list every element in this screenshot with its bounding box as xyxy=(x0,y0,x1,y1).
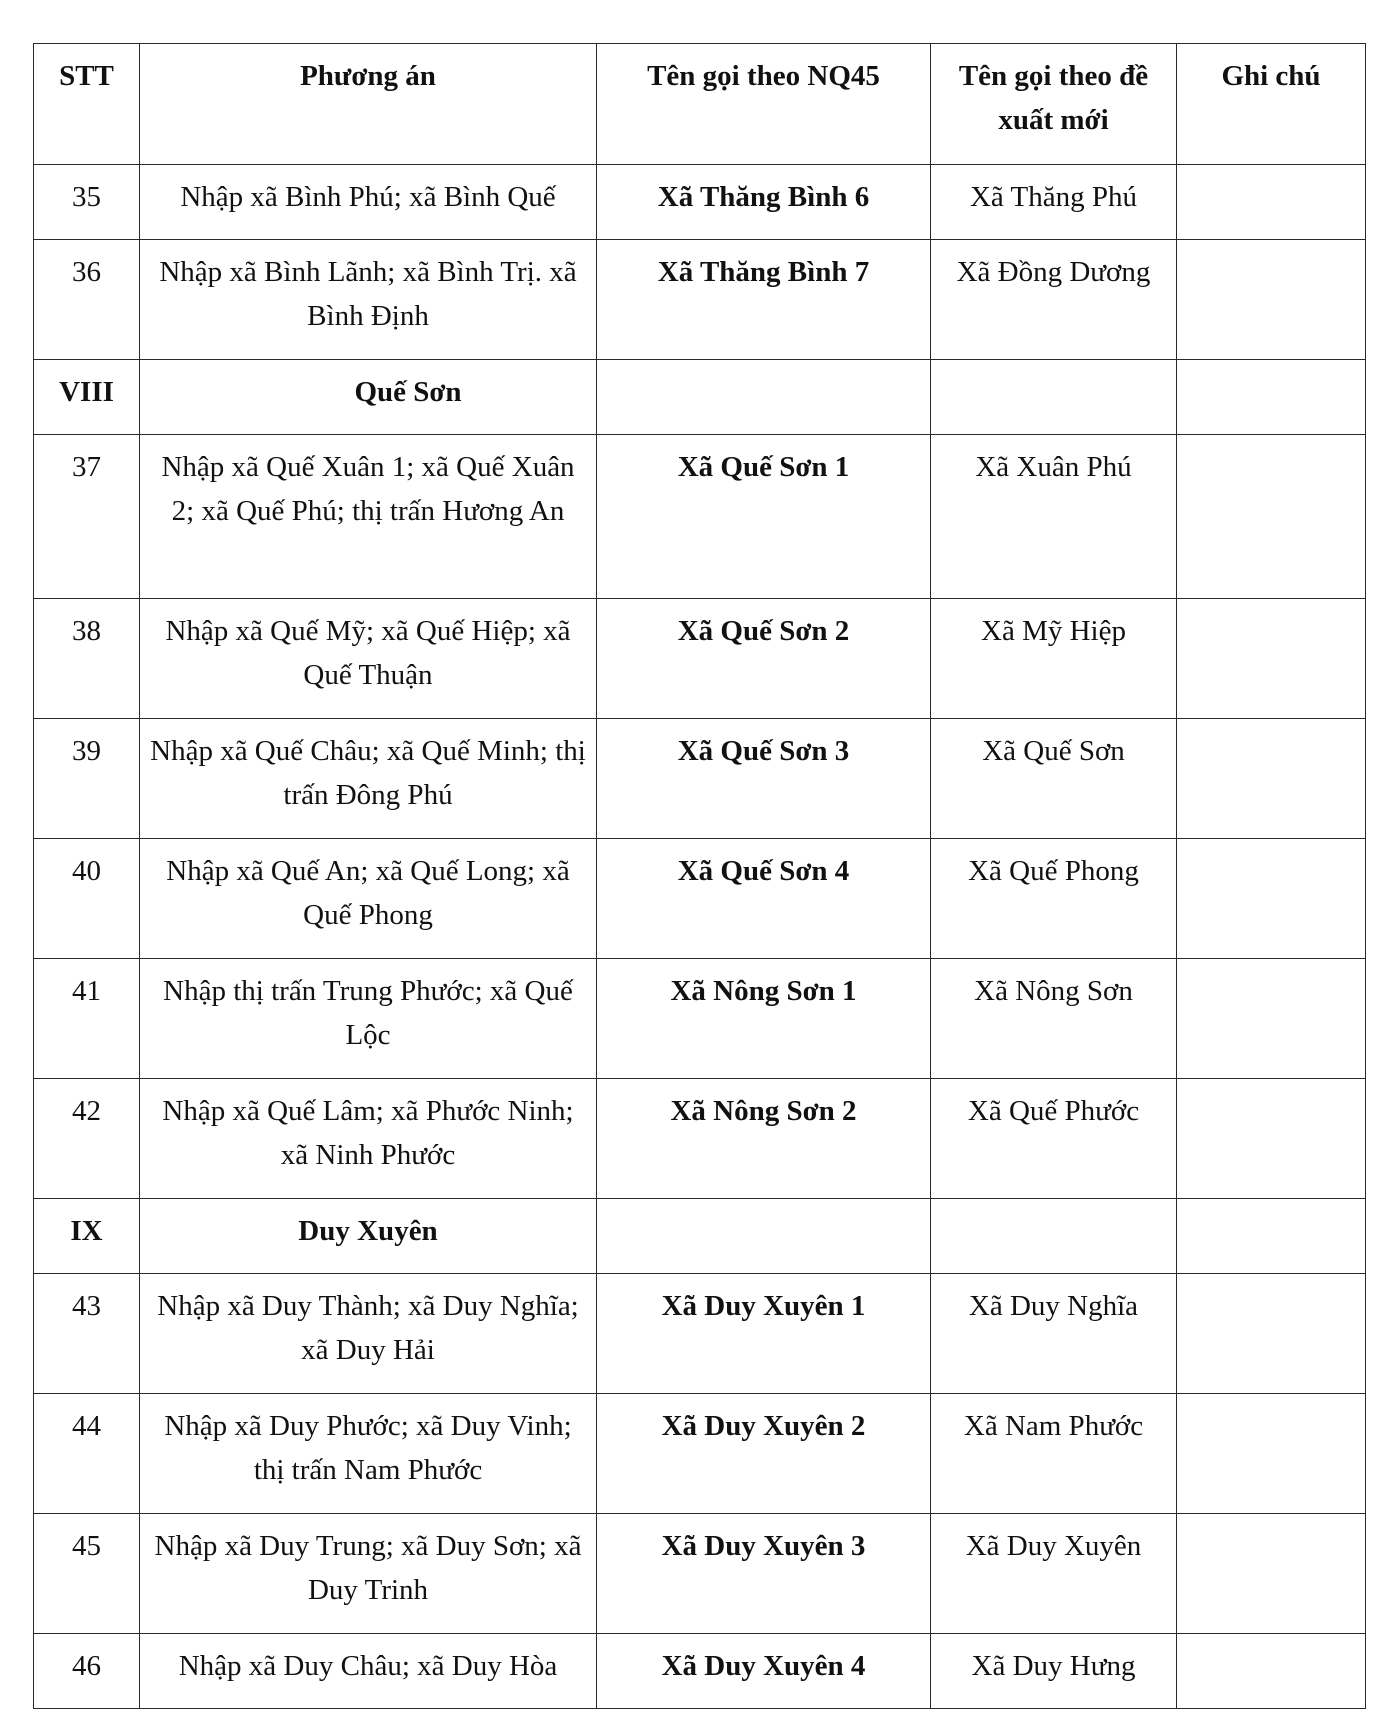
cell-phuong-an: Nhập xã Bình Lãnh; xã Bình Trị. xã Bình Định xyxy=(140,240,597,360)
header-ten-de-xuat: Tên gọi theo đề xuất mới xyxy=(931,44,1177,165)
cell-phuong-an: Nhập xã Duy Châu; xã Duy Hòa xyxy=(140,1634,597,1709)
cell-phuong-an: Nhập xã Quế Xuân 1; xã Quế Xuân 2; xã Quế Phú; thị trấn Hương An xyxy=(140,435,597,599)
cell-ten-de-xuat: Xã Đồng Dương xyxy=(931,240,1177,360)
header-stt: STT xyxy=(34,44,140,165)
cell-ten-nq45: Xã Duy Xuyên 1 xyxy=(597,1274,931,1394)
cell-stt: 42 xyxy=(34,1079,140,1199)
table-row xyxy=(34,165,1366,240)
table-cell-empty xyxy=(597,360,931,435)
cell-ghi-chu xyxy=(1177,435,1366,599)
merger-table xyxy=(33,43,1366,1709)
cell-phuong-an: Nhập xã Quế Châu; xã Quế Minh; thị trấn Đông Phú xyxy=(140,719,597,839)
cell-ten-nq45: Xã Quế Sơn 3 xyxy=(597,719,931,839)
cell-phuong-an: Nhập xã Bình Phú; xã Bình Quế xyxy=(140,165,597,240)
cell-ghi-chu xyxy=(1177,1079,1366,1199)
table-cell-empty xyxy=(931,360,1177,435)
table-row xyxy=(34,1274,1366,1394)
cell-ghi-chu xyxy=(1177,1634,1366,1709)
cell-stt: 37 xyxy=(34,435,140,599)
cell-phuong-an: Nhập xã Duy Thành; xã Duy Nghĩa; xã Duy Hải xyxy=(140,1274,597,1394)
cell-stt: 43 xyxy=(34,1274,140,1394)
table-cell-empty xyxy=(1177,360,1366,435)
cell-ten-de-xuat: Xã Xuân Phú xyxy=(931,435,1177,599)
cell-phuong-an: Nhập xã Quế An; xã Quế Long; xã Quế Phong xyxy=(140,839,597,959)
cell-ten-nq45: Xã Duy Xuyên 4 xyxy=(597,1634,931,1709)
cell-ghi-chu xyxy=(1177,1514,1366,1634)
cell-stt: 41 xyxy=(34,959,140,1079)
table-row xyxy=(34,839,1366,959)
section-title: Quế Sơn xyxy=(140,360,597,435)
cell-stt: 36 xyxy=(34,240,140,360)
table-row xyxy=(34,1079,1366,1199)
header-phuong-an: Phương án xyxy=(140,44,597,165)
cell-ten-nq45: Xã Duy Xuyên 3 xyxy=(597,1514,931,1634)
table-row xyxy=(34,1634,1366,1709)
table-cell-empty xyxy=(931,1199,1177,1274)
cell-ten-nq45: Xã Quế Sơn 4 xyxy=(597,839,931,959)
table-row xyxy=(34,959,1366,1079)
cell-phuong-an: Nhập xã Quế Mỹ; xã Quế Hiệp; xã Quế Thuận xyxy=(140,599,597,719)
cell-ten-nq45: Xã Thăng Bình 7 xyxy=(597,240,931,360)
table-row xyxy=(34,240,1366,360)
table-row xyxy=(34,719,1366,839)
header-ghi-chu: Ghi chú xyxy=(1177,44,1366,165)
cell-stt: 46 xyxy=(34,1634,140,1709)
table-row xyxy=(34,435,1366,599)
cell-stt: 35 xyxy=(34,165,140,240)
cell-ten-nq45: Xã Duy Xuyên 2 xyxy=(597,1394,931,1514)
cell-phuong-an: Nhập xã Quế Lâm; xã Phước Ninh; xã Ninh Phước xyxy=(140,1079,597,1199)
cell-ten-de-xuat: Xã Duy Hưng xyxy=(931,1634,1177,1709)
cell-ghi-chu xyxy=(1177,1274,1366,1394)
table-cell-empty xyxy=(1177,1199,1366,1274)
cell-phuong-an: Nhập xã Duy Trung; xã Duy Sơn; xã Duy Trinh xyxy=(140,1514,597,1634)
cell-stt: 39 xyxy=(34,719,140,839)
cell-phuong-an: Nhập thị trấn Trung Phước; xã Quế Lộc xyxy=(140,959,597,1079)
cell-ten-nq45: Xã Quế Sơn 1 xyxy=(597,435,931,599)
cell-stt: 38 xyxy=(34,599,140,719)
cell-ghi-chu xyxy=(1177,839,1366,959)
section-row xyxy=(34,360,1366,435)
table-body xyxy=(34,165,1366,1709)
cell-ghi-chu xyxy=(1177,240,1366,360)
cell-ten-de-xuat: Xã Nông Sơn xyxy=(931,959,1177,1079)
cell-ten-de-xuat: Xã Quế Phước xyxy=(931,1079,1177,1199)
cell-ghi-chu xyxy=(1177,719,1366,839)
cell-ten-de-xuat: Xã Mỹ Hiệp xyxy=(931,599,1177,719)
cell-ten-de-xuat: Xã Quế Sơn xyxy=(931,719,1177,839)
header-row xyxy=(34,44,1366,165)
section-number: IX xyxy=(34,1199,140,1274)
cell-ten-de-xuat: Xã Nam Phước xyxy=(931,1394,1177,1514)
table-cell-empty xyxy=(597,1199,931,1274)
cell-ten-de-xuat: Xã Duy Nghĩa xyxy=(931,1274,1177,1394)
header-ten-nq45: Tên gọi theo NQ45 xyxy=(597,44,931,165)
cell-ten-de-xuat: Xã Duy Xuyên xyxy=(931,1514,1177,1634)
cell-ten-nq45: Xã Nông Sơn 2 xyxy=(597,1079,931,1199)
table-row xyxy=(34,1514,1366,1634)
cell-stt: 44 xyxy=(34,1394,140,1514)
section-row xyxy=(34,1199,1366,1274)
cell-ten-de-xuat: Xã Quế Phong xyxy=(931,839,1177,959)
cell-ten-nq45: Xã Thăng Bình 6 xyxy=(597,165,931,240)
cell-stt: 45 xyxy=(34,1514,140,1634)
cell-ten-nq45: Xã Quế Sơn 2 xyxy=(597,599,931,719)
cell-ten-nq45: Xã Nông Sơn 1 xyxy=(597,959,931,1079)
section-title: Duy Xuyên xyxy=(140,1199,597,1274)
cell-ghi-chu xyxy=(1177,599,1366,719)
cell-phuong-an: Nhập xã Duy Phước; xã Duy Vinh; thị trấn Nam Phước xyxy=(140,1394,597,1514)
cell-ghi-chu xyxy=(1177,959,1366,1079)
table-row xyxy=(34,599,1366,719)
cell-ten-de-xuat: Xã Thăng Phú xyxy=(931,165,1177,240)
table-row xyxy=(34,1394,1366,1514)
section-number: VIII xyxy=(34,360,140,435)
cell-ghi-chu xyxy=(1177,1394,1366,1514)
cell-ghi-chu xyxy=(1177,165,1366,240)
cell-stt: 40 xyxy=(34,839,140,959)
